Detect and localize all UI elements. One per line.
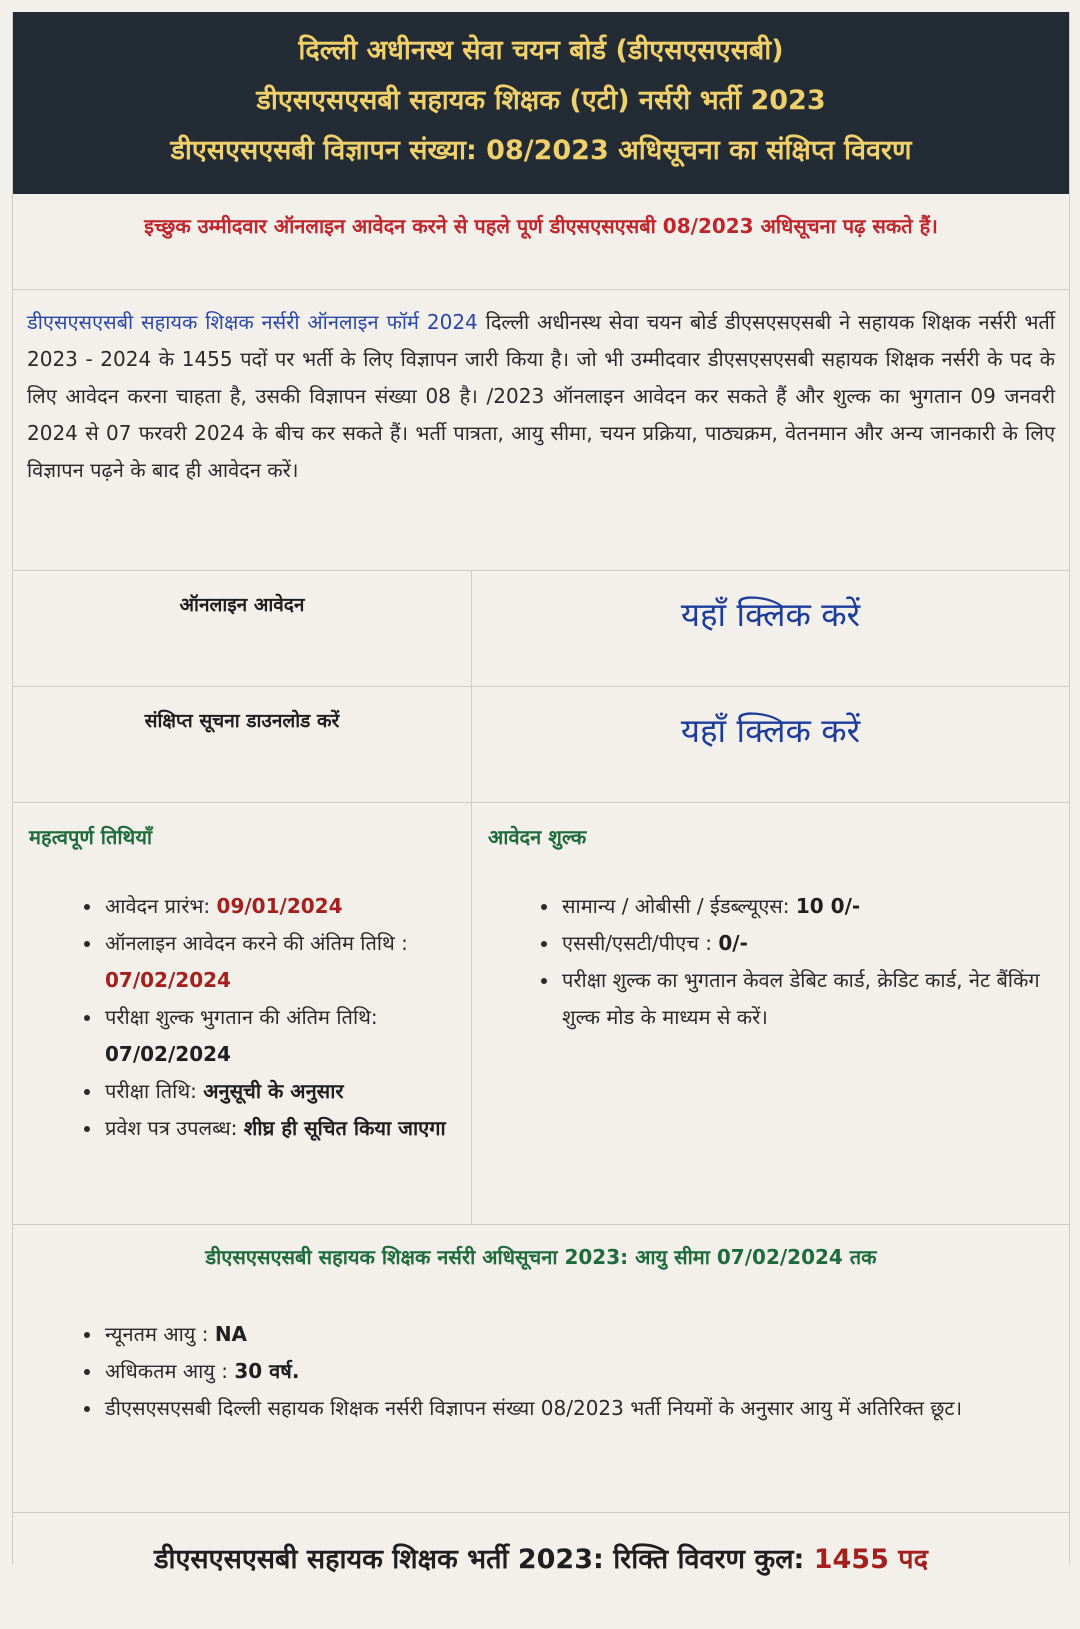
online-apply-label: ऑनलाइन आवेदन [179,594,305,616]
important-dates-list [13,888,471,1147]
notice-section [13,194,1069,290]
vacancy-count: 1455 पद [813,1544,928,1575]
header-title-line3: डीएसएसएसबी विज्ञापन संख्या: 08/2023 अधिसूचना का संक्षिप्त विवरण [170,135,912,166]
list-item: • सामान्य / ओबीसी / ईडब्ल्यूएस: 10 0/- [560,888,1055,925]
age-limit-title: डीएसएसएसबी सहायक शिक्षक नर्सरी अधिसूचना 2023: आयु सीमा 07/02/2024 तक [205,1245,877,1269]
age-limit-section [13,1225,1069,1513]
page-container [12,12,1070,1575]
list-item: • परीक्षा तिथि: अनुसूची के अनुसार [103,1073,457,1110]
online-apply-label-cell [13,571,472,686]
online-apply-link-cell [472,571,1069,686]
age-limit-list [13,1316,1069,1427]
application-fee-cell [472,803,1069,1224]
download-notice-label: संक्षिप्त सूचना डाउनलोड करें [144,710,340,732]
intro-link[interactable]: डीएसएसएसबी सहायक शिक्षक नर्सरी ऑनलाइन फॉर्म 2024 [27,310,478,334]
list-item: • परीक्षा शुल्क भुगतान की अंतिम तिथि: 07/02/2024 [103,999,457,1073]
download-notice-click-link[interactable]: यहाँ क्लिक करें [680,711,861,750]
download-notice-link-cell [472,687,1069,802]
list-item: • प्रवेश पत्र उपलब्ध: शीघ्र ही सूचित किया जाएगा [103,1110,457,1147]
list-item: • न्यूनतम आयु : NA [103,1316,1055,1353]
list-item: • अधिकतम आयु : 30 वर्ष. [103,1353,1055,1390]
notice-text: इच्छुक उम्मीदवार ऑनलाइन आवेदन करने से पहले पूर्ण डीएसएसएसबी 08/2023 अधिसूचना पढ़ सकते हैं। [144,214,938,238]
important-dates-title: महत्वपूर्ण तिथियाँ [29,825,153,849]
list-item: • डीएसएसएसबी दिल्ली सहायक शिक्षक नर्सरी विज्ञापन संख्या 08/2023 भर्ती नियमों के अनुसार आयु में अतिरिक्त छूट। [103,1390,1055,1427]
application-fee-title: आवेदन शुल्क [488,825,587,849]
online-apply-click-link[interactable]: यहाँ क्लिक करें [680,595,861,634]
header-title-line1: दिल्ली अधीनस्थ सेवा चयन बोर्ड (डीएसएसएसबी) [298,35,784,66]
vacancy-label: डीएसएसएसबी सहायक शिक्षक भर्ती 2023: रिक्ति विवरण कुल: [154,1544,814,1575]
application-fee-list [472,888,1069,1036]
download-notice-label-cell [13,687,472,802]
intro-paragraph [27,304,1055,489]
intro-section [13,290,1069,571]
download-notice-row [13,687,1069,803]
header-title-line2: डीएसएसएसबी सहायक शिक्षक (एटी) नर्सरी भर्ती 2023 [256,85,826,116]
list-item: • ऑनलाइन आवेदन करने की अंतिम तिथि : 07/02/2024 [103,925,457,999]
online-apply-row [13,571,1069,687]
page-header [13,12,1069,194]
list-item: • आवेदन प्रारंभ: 09/01/2024 [103,888,457,925]
vacancy-section [13,1513,1069,1629]
list-item: • परीक्षा शुल्क का भुगतान केवल डेबिट कार्ड, क्रेडिट कार्ड, नेट बैंकिंग शुल्क मोड के माध्यम से करें। [560,962,1055,1036]
list-item: • एससी/एसटी/पीएच : 0/- [560,925,1055,962]
dates-fees-row [13,803,1069,1225]
intro-body-text: दिल्ली अधीनस्थ सेवा चयन बोर्ड डीएसएसएसबी ने सहायक शिक्षक नर्सरी भर्ती 2023 - 2024 के 1455 पदों पर भर्ती के लिए विज्ञापन जारी किया है। जो भी उम्मीदवार डीएसएसएसबी सहायक शिक्षक नर्सरी के पद के लिए आवेदन करना चाहता है, उसकी विज्ञापन संख्या 08 है। /2023 ऑनलाइन आवेदन कर सकते हैं और शुल्क का भुगतान 09 जनवरी 2024 से 07 फरवरी 2024 के बीच कर सकते हैं। भर्ती पात्रता, आयु सीमा, चयन प्रक्रिया, पाठ्यक्रम, वेतनमान और अन्य जानकारी के लिए विज्ञापन पढ़ने के बाद ही आवेदन करें। [27,310,1055,482]
important-dates-cell [13,803,472,1224]
